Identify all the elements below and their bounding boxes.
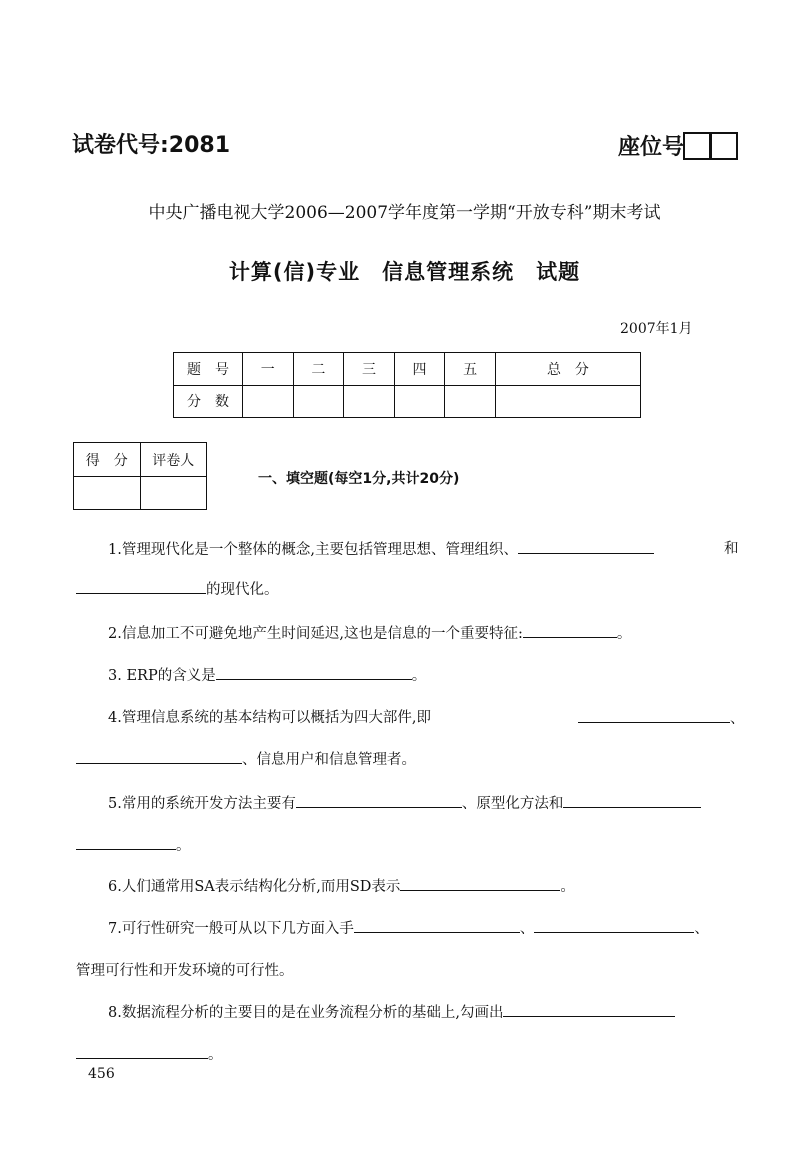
seat-number: [618, 130, 738, 161]
question-6: [108, 874, 575, 896]
question-text: 的现代化。: [206, 582, 279, 598]
question-3: [108, 663, 426, 685]
question-4-cont: [76, 747, 416, 769]
question-text: 。: [560, 879, 575, 895]
score-table-cell: 三: [344, 353, 395, 386]
question-text: 、: [694, 921, 709, 937]
score-table-cell: 五: [445, 353, 496, 386]
exam-header: 中央广播电视大学2006—2007学年度第一学期“开放专科”期末考试: [148, 203, 661, 223]
grader-header-row: [74, 443, 207, 477]
score-entry-cell[interactable]: [344, 385, 395, 418]
score-entry-cell[interactable]: [394, 385, 445, 418]
answer-blank[interactable]: [503, 1000, 675, 1017]
grader-entry-cell[interactable]: [74, 477, 141, 510]
grader-table: [73, 442, 207, 510]
score-table-cell: 一: [243, 353, 294, 386]
grader-entry-row: [74, 477, 207, 510]
question-8: [108, 1000, 675, 1022]
answer-blank[interactable]: [563, 791, 701, 808]
score-entry-cell[interactable]: [293, 385, 344, 418]
question-text: 4.管理信息系统的基本结构可以概括为四大部件,即: [108, 710, 431, 726]
question-text: 、: [519, 921, 535, 937]
question-text: 1.管理现代化是一个整体的概念,主要包括管理思想、管理组织、: [108, 542, 518, 558]
question-4: [108, 706, 431, 727]
score-table-cell: 总 分: [495, 353, 640, 386]
answer-blank[interactable]: [534, 916, 694, 933]
page-number: 456: [88, 1066, 115, 1082]
question-text: 7.可行性研究一般可从以下几方面入手: [108, 921, 354, 937]
question-text: 、: [730, 711, 745, 727]
grader-entry-cell[interactable]: [140, 477, 207, 510]
question-1-cont: [76, 577, 279, 599]
score-table-cell: 二: [293, 353, 344, 386]
question-text: 。: [411, 668, 427, 684]
score-entry-cell[interactable]: [495, 385, 640, 418]
question-1: [108, 537, 654, 559]
answer-blank[interactable]: [400, 874, 560, 891]
score-value-row: [174, 385, 641, 418]
question-text: 2.信息加工不可避免地产生时间延迟,这也是信息的一个重要特征:: [108, 626, 523, 642]
grader-cell: 得 分: [74, 443, 141, 477]
seat-box: [710, 132, 738, 160]
answer-blank[interactable]: [578, 706, 730, 723]
score-entry-cell[interactable]: [445, 385, 496, 418]
score-entry-cell[interactable]: [243, 385, 294, 418]
question-5: [108, 791, 701, 813]
question-5-cont: [76, 833, 191, 855]
question-text: 6.人们通常用SA表示结构化分析,而用SD表示: [108, 879, 401, 895]
exam-code: 试卷代号:2081: [72, 133, 231, 158]
seat-box: [683, 132, 711, 160]
answer-blank[interactable]: [523, 621, 617, 638]
question-text: 。: [208, 1047, 223, 1063]
section-title: 一、填空题(每空1分,共计20分): [258, 471, 460, 487]
question-text: 。: [616, 626, 632, 642]
question-text: 和: [724, 541, 739, 557]
question-text: 。: [176, 838, 191, 854]
answer-blank[interactable]: [76, 747, 242, 764]
score-table: [173, 352, 641, 418]
question-7: [108, 916, 709, 938]
seat-label: 座位号: [618, 135, 685, 160]
answer-blank[interactable]: [518, 537, 654, 554]
score-table-cell: 题 号: [174, 353, 243, 386]
exam-date: 2007年1月: [620, 321, 693, 337]
answer-blank[interactable]: [216, 663, 412, 680]
score-table-cell: 分 数: [174, 385, 243, 418]
answer-blank[interactable]: [76, 833, 176, 850]
answer-blank[interactable]: [354, 916, 520, 933]
question-text: 、原型化方法和: [461, 796, 564, 812]
question-text: 8.数据流程分析的主要目的是在业务流程分析的基础上,勾画出: [108, 1005, 504, 1021]
question-text: 、信息用户和信息管理者。: [242, 752, 416, 768]
score-header-row: [174, 353, 641, 386]
question-text: 3. ERP的含义是: [108, 668, 216, 684]
grader-cell: 评卷人: [140, 443, 207, 477]
question-2: [108, 621, 631, 643]
question-7-cont: 管理可行性和开发环境的可行性。: [76, 963, 294, 979]
answer-blank[interactable]: [296, 791, 462, 808]
question-text: 5.常用的系统开发方法主要有: [108, 796, 296, 812]
answer-blank[interactable]: [76, 577, 206, 594]
question-8-cont: [76, 1042, 223, 1064]
answer-blank[interactable]: [76, 1042, 208, 1059]
question-4-blank: [578, 706, 745, 728]
score-table-cell: 四: [394, 353, 445, 386]
exam-title: 计算(信)专业 信息管理系统 试题: [228, 260, 581, 284]
